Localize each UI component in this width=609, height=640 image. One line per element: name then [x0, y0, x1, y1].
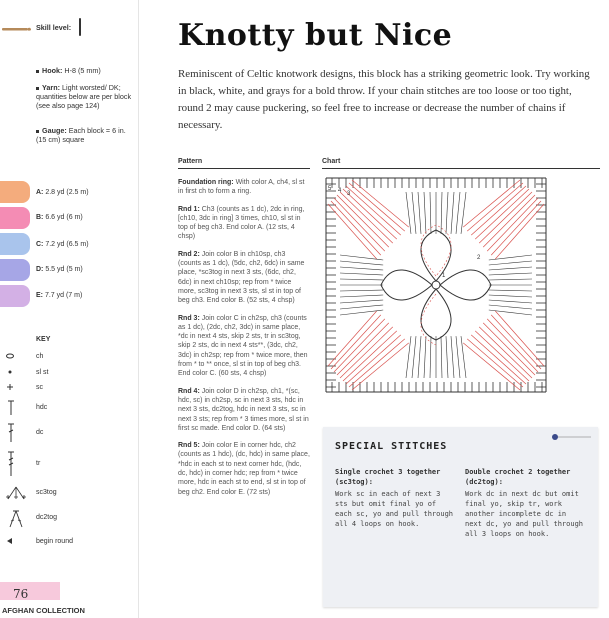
color-d-amount: D: 5.5 yd (5 m) [36, 266, 83, 273]
chart-round-labels [328, 186, 481, 279]
tr-stitch [340, 279, 383, 280]
hdc-symbol-icon [4, 398, 28, 418]
tr-stitch [340, 267, 383, 270]
tr-stitch [456, 336, 460, 378]
tr-stitch [489, 305, 532, 309]
pin-icon [551, 433, 591, 441]
dc-stitch [483, 195, 535, 247]
tr-stitch [424, 192, 426, 234]
round-label-3: 3 [347, 191, 351, 197]
intro-paragraph: Reminiscent of Celtic knotwork designs, this block has a striking geometric look. Try working in black, white, and grays for a bold throw. If your chain stitches are too loose or too tight, round 2 may cause puckering, so feel free to increase or decrease the number of chains if necessary. [178, 68, 590, 131]
special-stitches-panel [323, 427, 598, 607]
dc-stitch [487, 198, 538, 251]
tr-stitch [446, 192, 448, 234]
key-row-dc: dc [4, 422, 134, 446]
skill-level-label: Skill level: [36, 23, 72, 32]
tr-stitch [340, 261, 383, 265]
tr-stitch [489, 290, 532, 291]
pattern-round: Rnd 1: Ch3 (counts as 1 dc), 2dc in ring, [ch10, 3dc in ring] 3 times, ch10, sl st in top of beg ch3. End color A. (12 sts, 4 chsp) [178, 205, 305, 241]
bullet-icon [36, 87, 39, 90]
tr-stitch [489, 310, 532, 315]
page-number-tab [0, 582, 60, 600]
pattern-round: Rnd 4: Join color D in ch2sp, ch1, *(sc, hdc, sc) in ch2sp, sc in next 3 sts, hdc in next 3 sts, dc2tog, hdc in next 3 sts, sc in next 3 sts; rep from * 3 times more, sl st in first sc made. End color D. (64 sts) [178, 387, 309, 432]
chart-rule [322, 168, 600, 169]
sc3tog-symbol-icon [4, 485, 28, 501]
tr-stitch [340, 310, 383, 315]
dc-stitch [495, 311, 544, 366]
tr-stitch [489, 267, 532, 270]
bullet-icon [36, 130, 39, 133]
tr-stitch [441, 336, 442, 378]
tr-stitch [441, 192, 442, 234]
dc-stitch [352, 180, 409, 227]
dc-stitch [334, 319, 385, 372]
round-label-4: 4 [338, 188, 342, 194]
dc-stitch [346, 335, 401, 384]
bullet-icon [36, 70, 39, 73]
dc-stitch [467, 183, 523, 231]
skill-level-indicator [79, 18, 81, 36]
tr-stitch [451, 192, 454, 234]
dc-stitch [491, 201, 541, 255]
tr-stitch [461, 336, 466, 378]
key-row-ch: ch [4, 350, 134, 364]
color-c-amount: C: 7.2 yd (6.5 m) [36, 241, 89, 248]
tr-stitch [489, 273, 532, 275]
tr-stitch [456, 192, 460, 234]
tr-stitch [412, 192, 416, 234]
dot-symbol-icon [4, 366, 28, 378]
dc-stitch [471, 186, 526, 235]
tr-stitch [461, 192, 466, 234]
tr-stitch [424, 336, 426, 378]
key-title: KEY [36, 336, 51, 343]
tr-stitch [489, 261, 532, 265]
pattern-round: Rnd 2: Join color B in ch10sp, ch3 (counts as 1 dc), (5dc, ch2, 6dc) in same place, *sc3tog in next 3 sts, (6dc, ch2, 6dc) in next ch10sp; rep from * twice more, sc3tog in next 3 sts, sl st in top of beg ch3. End color B. (52 sts, 4 chsp) [178, 250, 305, 305]
arrow-symbol-icon [4, 535, 28, 547]
round-label-5: 5 [328, 186, 332, 192]
tr-stitch [446, 336, 448, 378]
key-row-sc: sc [4, 381, 134, 395]
sidebar-divider [138, 0, 139, 640]
tr-stitch [489, 279, 532, 280]
tr-stitch [340, 273, 383, 275]
chart-center-motif [381, 225, 491, 345]
pattern-round: Rnd 5: Join color E in corner hdc, ch2 (counts as 1 hdc), (dc, hdc) in same place, *hdc in each st to next corner hdc, (hdc, dc, hdc) in corner hdc; rep from * twice more, hdc in each st to end, sl st in top of beg ch2. End color E. (72 sts) [178, 442, 310, 496]
color-swatch-c [0, 233, 30, 255]
special-stitches-title: SPECIAL STITCHES [335, 441, 448, 452]
key-row-sc3tog: sc3tog [4, 485, 134, 503]
tr-stitch [489, 300, 532, 303]
tr-stitch [340, 300, 383, 303]
chart-heading: Chart [322, 158, 341, 165]
tr-stitch [340, 305, 383, 309]
tr-stitch [340, 255, 383, 260]
dc-stitch [491, 315, 541, 369]
crochet-chart [318, 170, 600, 400]
round-label-1: 1 [442, 273, 446, 279]
dc-stitch [340, 192, 393, 243]
dc-stitch [467, 339, 523, 387]
dc-stitch [337, 195, 389, 247]
pattern-instructions [178, 178, 310, 505]
dc-stitch [475, 189, 529, 239]
dc-stitch [334, 198, 385, 251]
tr-symbol-icon [4, 450, 28, 478]
color-swatch-e [0, 285, 30, 307]
color-e-amount: E: 7.7 yd (7 m) [36, 292, 83, 299]
oval-symbol-icon [4, 350, 28, 362]
tr-stitch [340, 295, 383, 297]
tr-stitch [418, 192, 421, 234]
color-swatch-d [0, 259, 30, 281]
tr-stitch [489, 255, 532, 260]
dc-stitch [352, 343, 409, 390]
tr-stitch [418, 336, 421, 378]
dc-stitch [343, 189, 397, 239]
round-label-2: 2 [477, 255, 481, 261]
dc-stitch [479, 327, 532, 378]
dc-stitch [349, 183, 405, 231]
color-a-amount: A: 2.8 yd (2.5 m) [36, 189, 89, 196]
dc-stitch [343, 331, 397, 381]
tr-stitch [340, 290, 383, 291]
tr-stitch [406, 192, 411, 234]
tr-stitch [489, 295, 532, 297]
tr-stitch [412, 336, 416, 378]
dc-symbol-icon [4, 422, 28, 444]
dc-stitch [328, 311, 377, 366]
chart-inner-stitches [328, 180, 544, 390]
dc-stitch [475, 331, 529, 381]
dc-stitch [471, 335, 526, 384]
dc-stitch [340, 327, 393, 378]
yarn-info: Yarn: Light worsted/ DK; quantities below are per block (see also page 124) [36, 83, 132, 110]
book-section-label: AFGHAN COLLECTION [2, 606, 85, 615]
pattern-heading: Pattern [178, 158, 203, 165]
page-number: 76 [13, 587, 29, 601]
color-swatch-a [0, 181, 30, 203]
dc-stitch [337, 323, 389, 375]
key-row-sl-st: sl st [4, 366, 134, 380]
pattern-rule [178, 168, 310, 169]
pattern-round: Foundation ring: With color A, ch4, sl st in first ch to form a ring. [178, 179, 305, 196]
color-swatch-b [0, 207, 30, 229]
dc-stitch [495, 204, 544, 259]
dc-stitch [483, 323, 535, 375]
special-stitch-sc3tog: Single crochet 3 together (sc3tog): Work sc in each of next 3 sts but omit final yo of each sc, yo and pull through all 4 loops on hook. [335, 468, 454, 528]
gauge-info: Gauge: Each block = 6 in. (15 cm) square [36, 126, 126, 144]
plus-symbol-icon [4, 381, 28, 393]
crochet-hook-icon [2, 25, 32, 33]
key-row-dc2tog: dc2tog [4, 509, 134, 531]
dc-stitch [328, 204, 377, 259]
dc2tog-symbol-icon [4, 509, 28, 529]
key-row-tr: tr [4, 450, 134, 480]
dc-stitch [346, 186, 401, 235]
key-row-begin-round: begin round [4, 535, 134, 549]
dc-stitch [479, 192, 532, 243]
tr-stitch [406, 336, 411, 378]
key-row-hdc: hdc [4, 398, 134, 420]
dc-stitch [331, 201, 381, 255]
sidebar [0, 0, 138, 640]
color-b-amount: B: 6.6 yd (6 m) [36, 214, 83, 221]
hook-info: Hook: H-8 (5 mm) [36, 66, 132, 75]
pattern-round: Rnd 3: Join color C in ch2sp, ch3 (counts as 1 dc), (2dc, ch2, 3dc) in same place, *dc in next 4 sts, skip 2 sts, tr in sc3tog, skip 2 sts, dc in next 4 sts**, (3dc, ch2, 3dc) in ch2sp; rep from * twice more, then from * to ** once, sl st in top of beg ch3. End color C. (60 sts, 4 chsp) [178, 314, 308, 378]
page-title: Knotty but Nice [178, 18, 453, 53]
tr-stitch [451, 336, 454, 378]
dc-stitch [349, 339, 405, 387]
dc-stitch [487, 319, 538, 372]
special-stitch-dc2tog: Double crochet 2 together (dc2tog): Work dc in next dc but omit final yo, skip tr, work another incomplete dc in next dc, yo and pull through all 3 loops on hook. [465, 468, 584, 538]
bottom-color-bar [0, 618, 609, 640]
dc-stitch [331, 315, 381, 369]
